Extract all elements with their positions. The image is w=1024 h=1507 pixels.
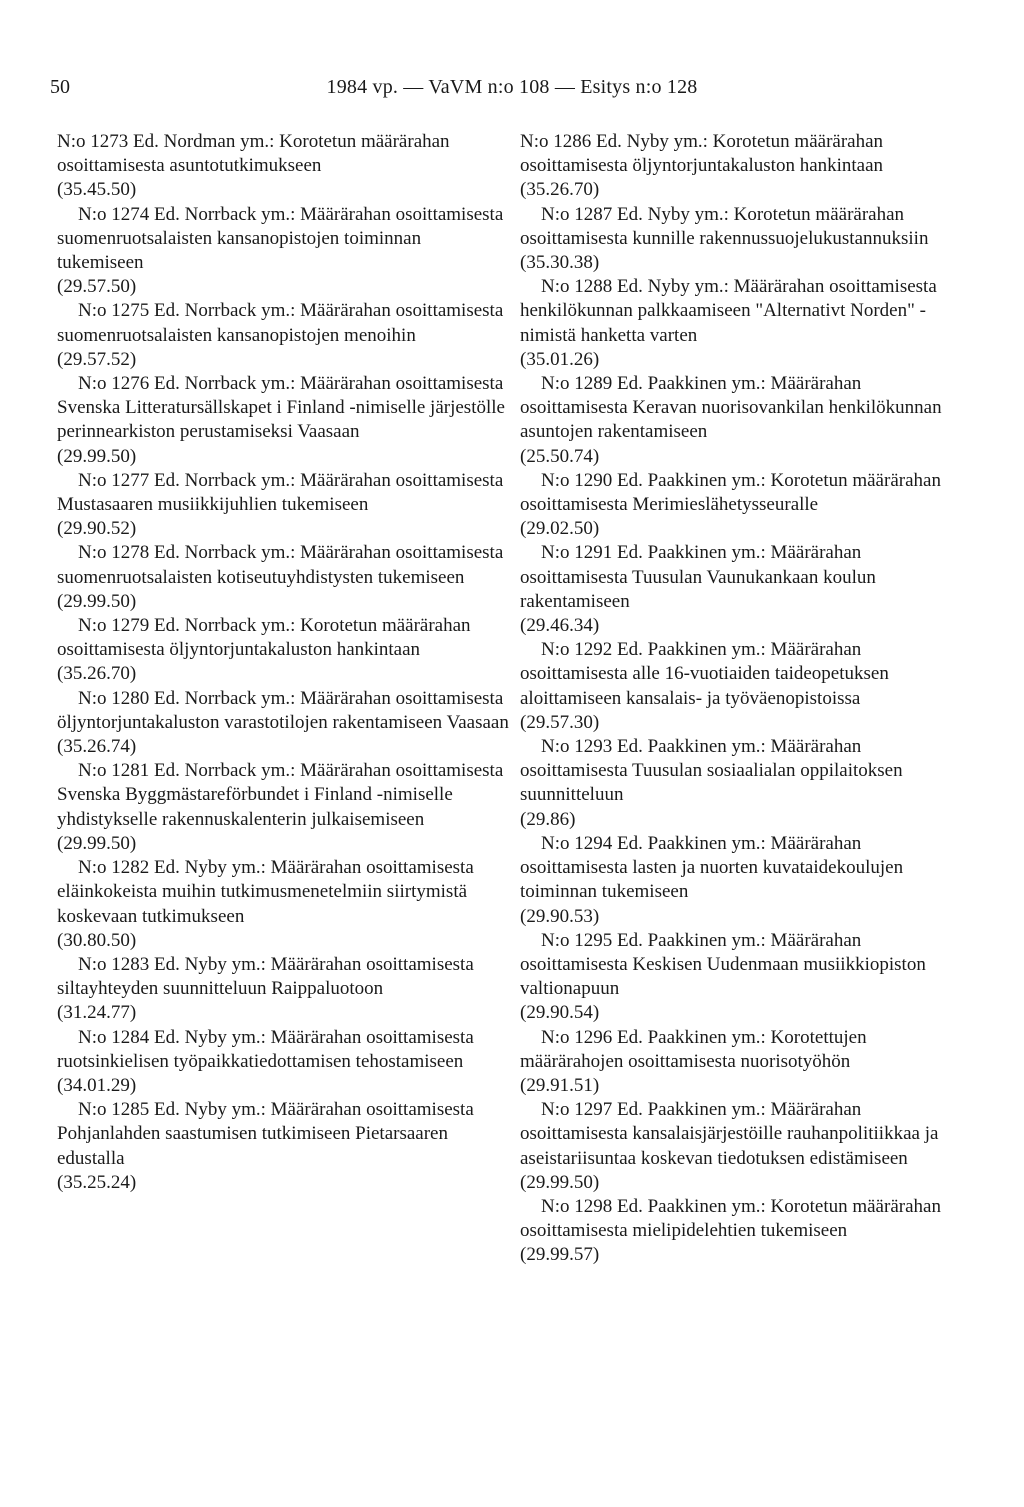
right-column bbox=[520, 130, 972, 1268]
motion-entry bbox=[520, 832, 972, 929]
running-head: 1984 vp. — VaVM n:o 108 — Esitys n:o 128 bbox=[326, 76, 698, 98]
budget-reference: (35.26.70) bbox=[520, 179, 600, 201]
motion-entry bbox=[57, 1098, 512, 1195]
motion-entry bbox=[520, 275, 972, 372]
motion-text: N:o 1273 Ed. Nordman ym.: Korotetun määrärahan osoittamisesta asuntotutkimukseen bbox=[57, 131, 450, 177]
budget-reference: (35.01.26) bbox=[520, 348, 600, 370]
motion-text: N:o 1286 Ed. Nyby ym.: Korotetun määrärahan osoittamisesta öljyntorjuntakaluston hankintaan bbox=[520, 131, 884, 177]
motion-entry bbox=[520, 1026, 972, 1099]
motion-text: N:o 1294 Ed. Paakkinen ym.: Määrärahan osoittamisesta lasten ja nuorten kuvataidekoulujen toiminnan tukemiseen bbox=[520, 832, 904, 903]
motion-text: N:o 1296 Ed. Paakkinen ym.: Korotettujen määrärahojen osoittamisesta nuorisotyöhön bbox=[520, 1026, 867, 1072]
budget-reference: (29.90.52) bbox=[57, 518, 137, 540]
budget-reference: (29.57.50) bbox=[57, 276, 137, 298]
motion-entry bbox=[520, 130, 972, 203]
budget-reference: (25.50.74) bbox=[520, 445, 600, 467]
motion-text: N:o 1285 Ed. Nyby ym.: Määrärahan osoittamisesta Pohjanlahden saastumisen tutkimiseen Pietarsaaren edustalla bbox=[57, 1099, 474, 1169]
motion-entry bbox=[57, 1026, 512, 1099]
motion-text: N:o 1297 Ed. Paakkinen ym.: Määrärahan osoittamisesta kansalaisjärjestöille rauhanpolitiikkaa ja aseistariisuntaa koskevan tiedotuksen edistämiseen bbox=[520, 1099, 939, 1169]
budget-reference: (29.91.51) bbox=[520, 1074, 600, 1096]
motion-text: N:o 1274 Ed. Norrback ym.: Määrärahan osoittamisesta suomenruotsalaisten kansanopistojen toiminnan tukemiseen bbox=[57, 203, 504, 274]
motion-entry bbox=[520, 1098, 972, 1195]
motion-text: N:o 1282 Ed. Nyby ym.: Määrärahan osoittamisesta eläinkokeista muihin tutkimusmenetelmiin siirtymistä koskevaan tutkimukseen bbox=[57, 857, 474, 927]
budget-reference: (29.46.34) bbox=[520, 615, 600, 637]
motion-text: N:o 1284 Ed. Nyby ym.: Määrärahan osoittamisesta ruotsinkielisen työpaikkatiedottamisen tehostamiseen bbox=[57, 1026, 474, 1072]
motion-entry bbox=[520, 469, 972, 542]
motion-entry bbox=[520, 203, 972, 276]
page-number: 50 bbox=[50, 76, 70, 98]
budget-reference: (29.02.50) bbox=[520, 518, 600, 540]
budget-reference: (29.99.50) bbox=[57, 832, 137, 854]
motion-entry bbox=[57, 203, 512, 300]
motion-entry bbox=[520, 638, 972, 735]
budget-reference: (29.57.52) bbox=[57, 348, 137, 370]
motion-text: N:o 1275 Ed. Norrback ym.: Määrärahan osoittamisesta suomenruotsalaisten kansanopistojen menoihin bbox=[57, 300, 504, 346]
budget-reference: (31.24.77) bbox=[57, 1002, 137, 1024]
motion-text: N:o 1293 Ed. Paakkinen ym.: Määrärahan osoittamisesta Tuusulan sosiaalialan oppilaitoksen suunnitteluun bbox=[520, 736, 903, 806]
left-column bbox=[57, 130, 512, 1195]
motion-entry bbox=[520, 541, 972, 638]
budget-reference: (29.99.57) bbox=[520, 1244, 600, 1266]
motion-entry bbox=[57, 614, 512, 687]
motion-entry bbox=[57, 687, 512, 760]
motion-text: N:o 1279 Ed. Norrback ym.: Korotetun määrärahan osoittamisesta öljyntorjuntakaluston hankintaan bbox=[57, 615, 471, 661]
motion-text: N:o 1278 Ed. Norrback ym.: Määrärahan osoittamisesta suomenruotsalaisten kotiseutuyhdistysten tukemiseen bbox=[57, 542, 504, 588]
budget-reference: (29.90.54) bbox=[520, 1002, 600, 1024]
motion-text: N:o 1290 Ed. Paakkinen ym.: Korotetun määrärahan osoittamisesta Merimieslähetysseuralle bbox=[520, 469, 941, 516]
budget-reference: (35.25.24) bbox=[57, 1171, 137, 1193]
motion-text: N:o 1277 Ed. Norrback ym.: Määrärahan osoittamisesta Mustasaaren musiikkijuhlien tukemiseen bbox=[57, 469, 504, 516]
motion-entry bbox=[57, 372, 512, 469]
budget-reference: (35.26.74) bbox=[57, 736, 137, 758]
budget-reference: (35.45.50) bbox=[57, 179, 137, 201]
budget-reference: (29.90.53) bbox=[520, 905, 600, 927]
budget-reference: (29.99.50) bbox=[520, 1171, 600, 1193]
motion-text: N:o 1288 Ed. Nyby ym.: Määrärahan osoittamisesta henkilökunnan palkkaamiseen "Alternativt Norden" -nimistä hanketta varten bbox=[520, 276, 937, 346]
motion-text: N:o 1295 Ed. Paakkinen ym.: Määrärahan osoittamisesta Keskisen Uudenmaan musiikkiopiston valtionapuun bbox=[520, 929, 926, 1000]
motion-entry bbox=[57, 759, 512, 856]
motion-entry bbox=[520, 735, 972, 832]
budget-reference: (29.57.30) bbox=[520, 711, 600, 733]
motion-entry bbox=[57, 469, 512, 542]
budget-reference: (29.86) bbox=[520, 808, 576, 830]
motion-text: N:o 1289 Ed. Paakkinen ym.: Määrärahan osoittamisesta Keravan nuorisovankilan henkilökunnan asuntojen rakentamiseen bbox=[520, 373, 942, 443]
motion-entry bbox=[57, 299, 512, 372]
budget-reference: (35.30.38) bbox=[520, 252, 600, 274]
motion-entry bbox=[57, 953, 512, 1026]
motion-entry bbox=[520, 1195, 972, 1268]
motion-entry bbox=[57, 130, 512, 203]
motion-text: N:o 1287 Ed. Nyby ym.: Korotetun määrärahan osoittamisesta kunnille rakennussuojelukustannuksiin bbox=[520, 203, 929, 249]
motion-text: N:o 1280 Ed. Norrback ym.: Määrärahan osoittamisesta öljyntorjuntakaluston varastotilojen rakentamiseen Vaasaan bbox=[57, 687, 509, 733]
budget-reference: (29.99.50) bbox=[57, 445, 137, 467]
motion-entry bbox=[520, 929, 972, 1026]
motion-entry bbox=[520, 372, 972, 469]
motion-text: N:o 1276 Ed. Norrback ym.: Määrärahan osoittamisesta Svenska Litteratursällskapet i Finland -nimiselle järjestölle perinnearkiston perustamiseksi Vaasaan bbox=[57, 373, 505, 443]
budget-reference: (34.01.29) bbox=[57, 1074, 137, 1096]
motion-text: N:o 1283 Ed. Nyby ym.: Määrärahan osoittamisesta siltayhteyden suunnitteluun Raippaluotoon bbox=[57, 953, 474, 1000]
budget-reference: (29.99.50) bbox=[57, 590, 137, 612]
motion-text: N:o 1292 Ed. Paakkinen ym.: Määrärahan osoittamisesta alle 16-vuotiaiden taideopetuksen aloittamiseen kansalais- ja työväenopistoissa bbox=[520, 639, 889, 709]
motion-text: N:o 1291 Ed. Paakkinen ym.: Määrärahan osoittamisesta Tuusulan Vaunukankaan koulun rakentamiseen bbox=[520, 542, 876, 612]
budget-reference: (35.26.70) bbox=[57, 663, 137, 685]
budget-reference: (30.80.50) bbox=[57, 929, 137, 951]
motion-entry bbox=[57, 541, 512, 614]
motion-entry bbox=[57, 856, 512, 953]
motion-text: N:o 1281 Ed. Norrback ym.: Määrärahan osoittamisesta Svenska Byggmästareförbundet i Finland -nimiselle yhdistykselle rakennuskalenterin julkaisemiseen bbox=[57, 760, 504, 830]
motion-text: N:o 1298 Ed. Paakkinen ym.: Korotetun määrärahan osoittamisesta mielipidelehtien tukemiseen bbox=[520, 1195, 941, 1242]
